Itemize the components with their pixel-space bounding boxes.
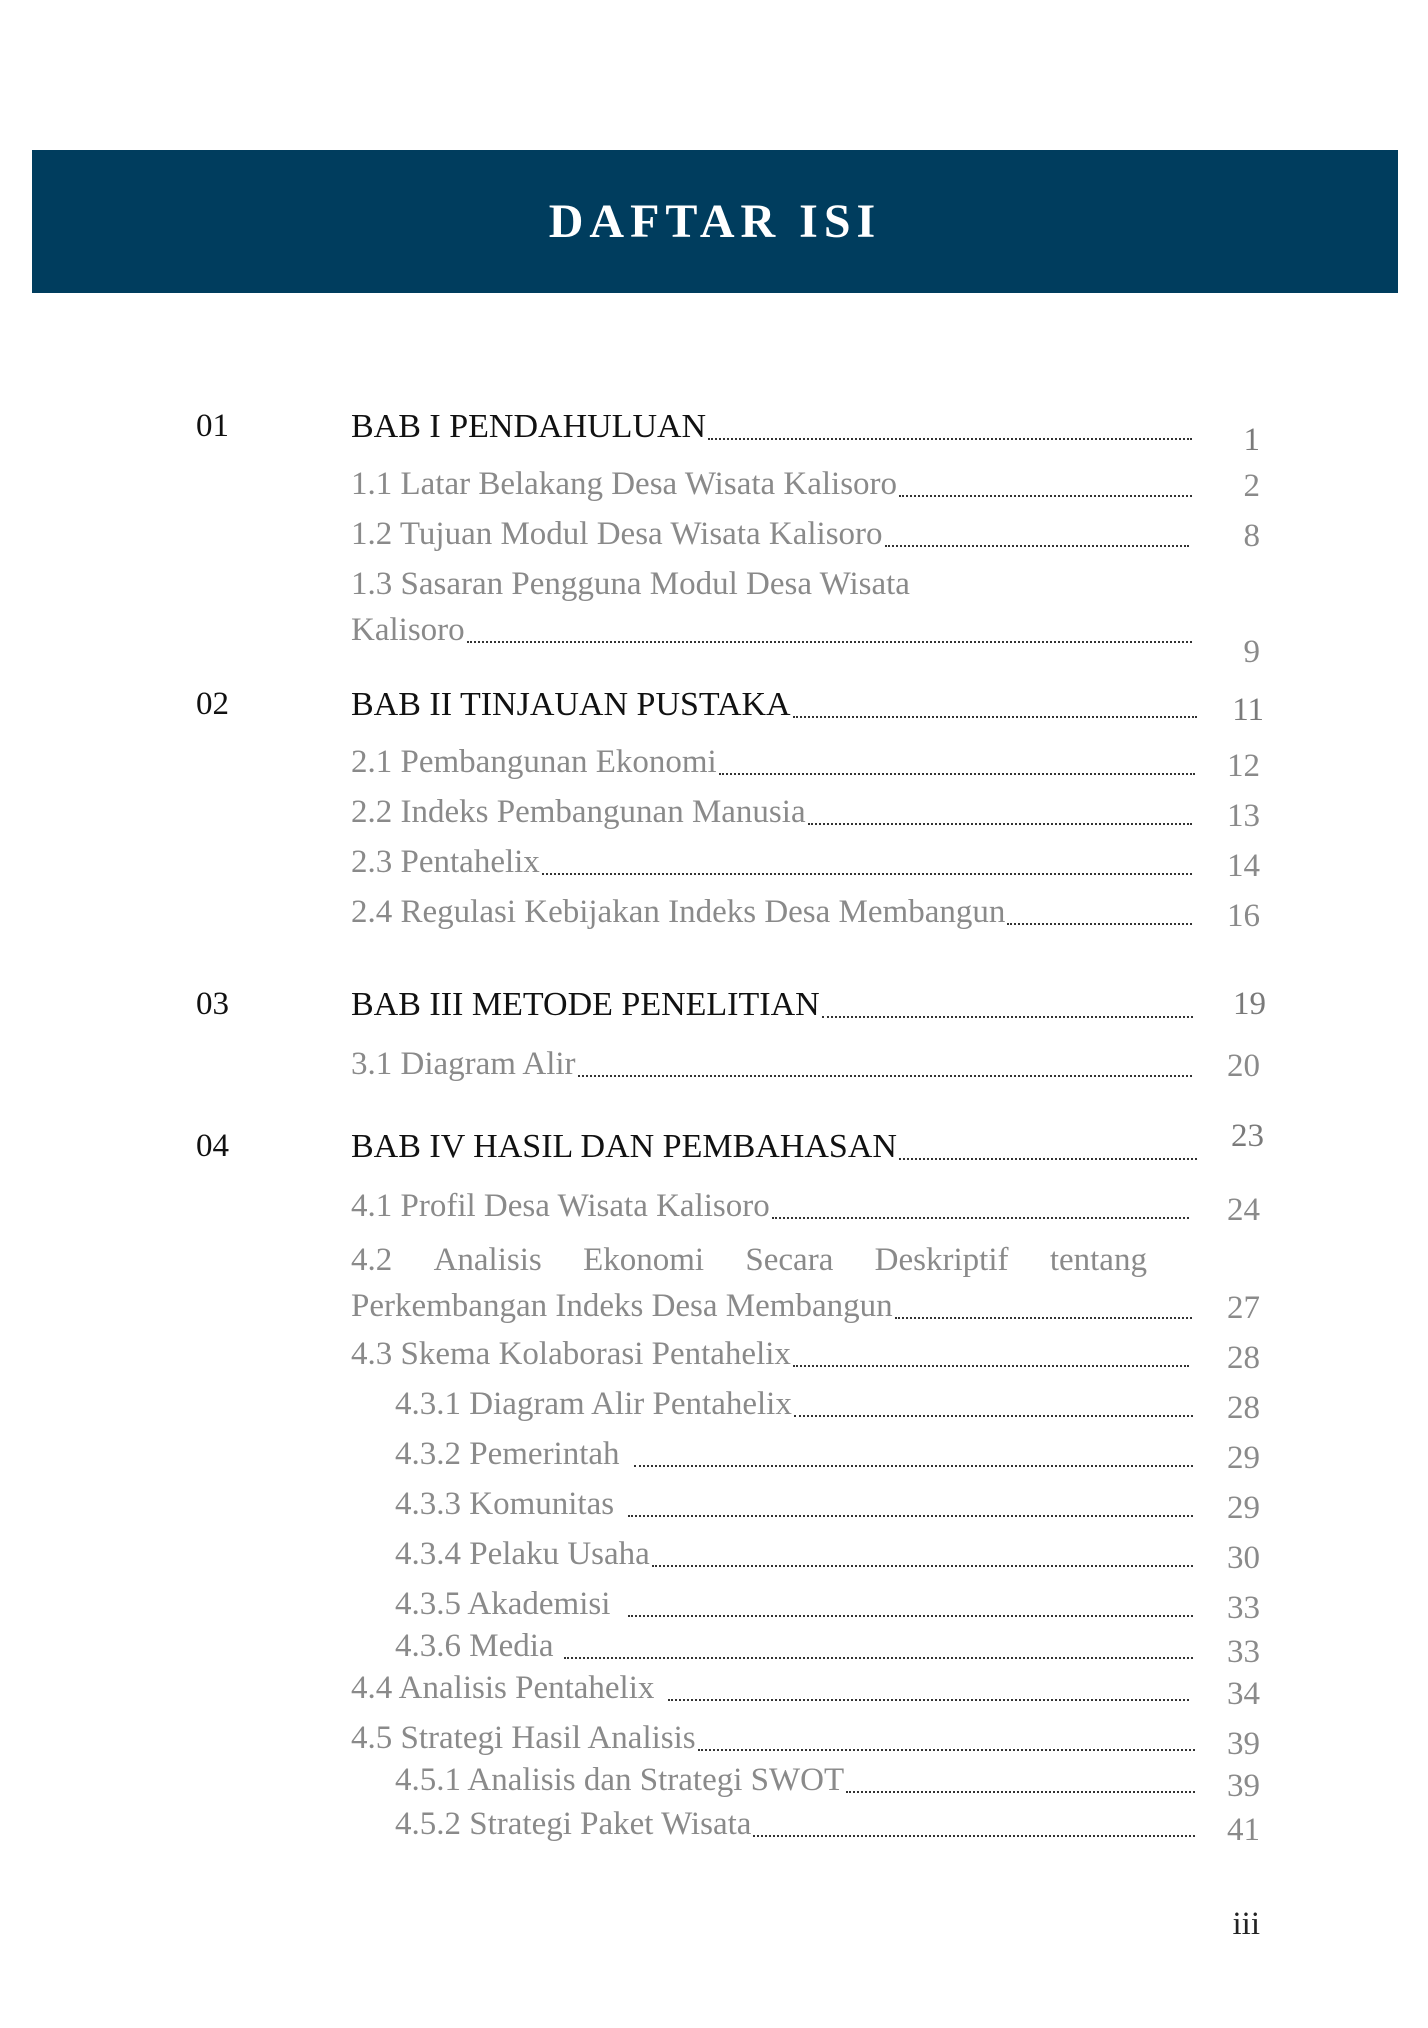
page-number: 29 [1227, 1440, 1260, 1476]
toc-entry-section[interactable] [351, 468, 1196, 501]
chapter-number: 01 [196, 408, 229, 444]
page-number: 13 [1227, 798, 1260, 834]
section-title: 3.1 Diagram Alir [351, 1046, 576, 1082]
section-title: 4.3.6 Media [395, 1628, 554, 1664]
section-title: 4.5.2 Strategi Paket Wisata [395, 1806, 752, 1842]
dot-leader [899, 495, 1192, 497]
page-number: 8 [1243, 518, 1260, 554]
toc-entry-subsection[interactable] [395, 1764, 1199, 1797]
section-title: 4.3.1 Diagram Alir Pentahelix [395, 1386, 792, 1422]
section-title: 4.3.4 Pelaku Usaha [395, 1536, 650, 1572]
dot-leader [578, 1075, 1192, 1077]
toc-entry-section[interactable] [351, 1672, 1193, 1705]
toc-entry-section[interactable] [351, 614, 1196, 647]
section-title: 4.5.1 Analisis dan Strategi SWOT [395, 1762, 845, 1798]
section-title: 1.1 Latar Belakang Desa Wisata Kalisoro [351, 466, 898, 502]
dot-leader [698, 1749, 1195, 1751]
toc-entry-section[interactable] [351, 1048, 1196, 1081]
page-number: 16 [1227, 898, 1260, 934]
dot-leader [628, 1515, 1193, 1517]
page-number: 28 [1227, 1390, 1260, 1426]
word: 4.2 [351, 1242, 393, 1278]
dot-leader [793, 716, 1197, 718]
page-title: DAFTAR ISI [548, 195, 882, 248]
dot-leader [899, 1158, 1197, 1160]
page-number: 33 [1227, 1590, 1260, 1626]
dot-leader [467, 641, 1192, 643]
toc-entry-section[interactable] [351, 746, 1199, 779]
section-title: 4.5 Strategi Hasil Analisis [351, 1720, 696, 1756]
toc-entry-section[interactable] [351, 1338, 1193, 1371]
page-number: 41 [1227, 1812, 1260, 1848]
section-title-line1: 1.3 Sasaran Pengguna Modul Desa Wisata [351, 566, 910, 602]
page-number: 1 [1243, 422, 1260, 458]
page-number: 11 [1232, 692, 1264, 728]
toc-entry-subsection[interactable] [395, 1808, 1199, 1841]
dot-leader [628, 1615, 1193, 1617]
dot-leader [634, 1465, 1193, 1467]
section-title: 4.3 Skema Kolaborasi Pentahelix [351, 1336, 791, 1372]
chapter-title: BAB I PENDAHULUAN [351, 408, 707, 445]
dot-leader [885, 545, 1189, 547]
page-number: 33 [1227, 1634, 1260, 1670]
page-number: 23 [1231, 1118, 1264, 1154]
section-title: 4.3.5 Akademisi [395, 1586, 611, 1622]
toc-entry-section[interactable] [351, 796, 1196, 829]
toc-entry-subsection[interactable] [395, 1588, 1197, 1621]
section-title: 4.4 Analisis Pentahelix [351, 1670, 655, 1706]
toc-entry-chapter-4[interactable] [351, 1130, 1201, 1164]
section-title: 2.1 Pembangunan Ekonomi [351, 744, 717, 780]
page-number: 24 [1227, 1192, 1260, 1228]
chapter-title: BAB IV HASIL DAN PEMBAHASAN [351, 1128, 897, 1165]
section-title-line1 [351, 1244, 1147, 1277]
chapter-number: 04 [196, 1128, 229, 1164]
word: Analisis [433, 1242, 542, 1278]
dot-leader [794, 1415, 1193, 1417]
chapter-title: BAB II TINJAUAN PUSTAKA [351, 686, 791, 723]
section-title: 2.4 Regulasi Kebijakan Indeks Desa Membangun [351, 894, 1006, 930]
dot-leader [652, 1565, 1193, 1567]
toc-entry-section[interactable] [351, 1190, 1193, 1223]
dot-leader [564, 1657, 1193, 1659]
toc-entry-section[interactable] [351, 518, 1193, 551]
toc-entry-section[interactable] [351, 896, 1196, 929]
page-number: 39 [1227, 1768, 1260, 1804]
dot-leader [668, 1699, 1189, 1701]
dot-leader [793, 1365, 1189, 1367]
word: tentang [1049, 1242, 1147, 1278]
section-title: 2.3 Pentahelix [351, 844, 540, 880]
word: Deskriptif [874, 1242, 1009, 1278]
word: Secara [745, 1242, 834, 1278]
dot-leader [719, 773, 1195, 775]
dot-leader [846, 1791, 1195, 1793]
page-number: 19 [1233, 986, 1266, 1022]
section-title-line2: Kalisoro [351, 612, 465, 648]
dot-leader [753, 1835, 1195, 1837]
word: Ekonomi [583, 1242, 705, 1278]
dot-leader [822, 1016, 1193, 1018]
toc-entry-section[interactable] [351, 1290, 1196, 1323]
toc-entry-chapter-1[interactable] [351, 410, 1196, 444]
page-number: 2 [1243, 468, 1260, 504]
dot-leader [772, 1217, 1189, 1219]
section-title: 1.2 Tujuan Modul Desa Wisata Kalisoro [351, 516, 883, 552]
page-number: 27 [1227, 1290, 1260, 1326]
page-number: 12 [1227, 748, 1260, 784]
section-title: 4.1 Profil Desa Wisata Kalisoro [351, 1188, 770, 1224]
dot-leader [808, 823, 1192, 825]
section-title: 2.2 Indeks Pembangunan Manusia [351, 794, 806, 830]
toc-entry-subsection[interactable] [395, 1488, 1197, 1521]
chapter-number: 02 [196, 686, 229, 722]
page-number: 39 [1227, 1726, 1260, 1762]
chapter-title: BAB III METODE PENELITIAN [351, 986, 820, 1023]
toc-entry-subsection[interactable] [395, 1388, 1197, 1421]
toc-entry-subsection[interactable] [395, 1630, 1197, 1663]
toc-entry-subsection[interactable] [395, 1438, 1197, 1471]
chapter-number: 03 [196, 986, 229, 1022]
dot-leader [542, 873, 1192, 875]
section-title-line2: Perkembangan Indeks Desa Membangun [351, 1288, 893, 1324]
toc-entry-subsection[interactable] [395, 1538, 1197, 1571]
page-number: 14 [1227, 848, 1260, 884]
toc-entry-chapter-3[interactable] [351, 988, 1197, 1022]
toc-entry-section[interactable] [351, 846, 1196, 879]
toc-entry-chapter-2[interactable] [351, 688, 1201, 722]
page-number: 20 [1227, 1048, 1260, 1084]
section-title: 4.3.2 Pemerintah [395, 1436, 620, 1472]
dot-leader [895, 1317, 1192, 1319]
dot-leader [1007, 923, 1192, 925]
section-title: 4.3.3 Komunitas [395, 1486, 615, 1522]
dot-leader [708, 438, 1192, 440]
page-number: 28 [1227, 1340, 1260, 1376]
page-number: 30 [1227, 1540, 1260, 1576]
page-number: 9 [1243, 634, 1260, 670]
page-number: 29 [1227, 1490, 1260, 1526]
page-number: 34 [1227, 1676, 1260, 1712]
page-footer-number: iii [1232, 1906, 1260, 1942]
toc-entry-section[interactable] [351, 1722, 1199, 1755]
